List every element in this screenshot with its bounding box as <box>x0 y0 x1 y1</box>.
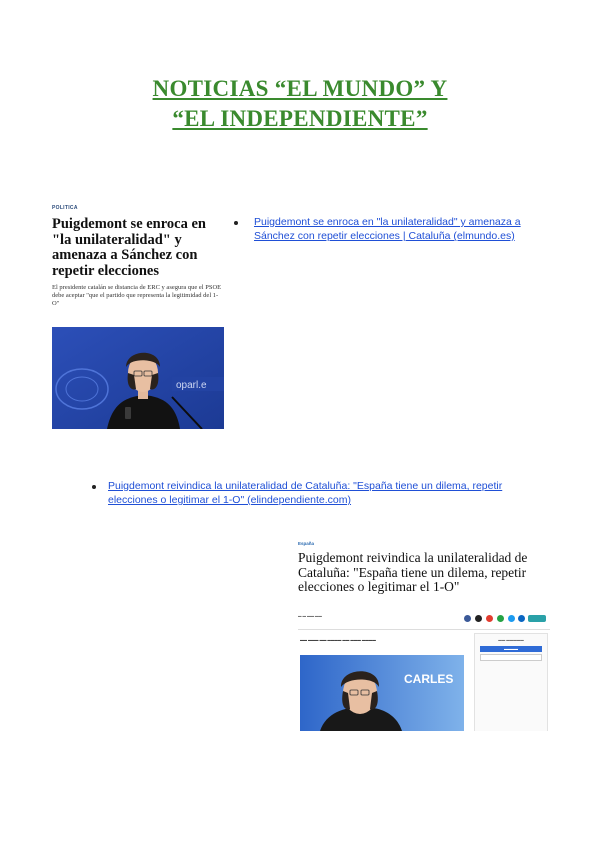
article-byline-blurred: ▬ ▬ ▬▬ ▬▬ <box>298 614 322 618</box>
elmundo-photo <box>52 327 224 429</box>
divider <box>298 629 550 630</box>
bullet-dot-icon <box>92 485 96 489</box>
article-deck-blurred: ▬▬ ▬▬▬ ▬▬ ▬▬▬▬ ▬▬ ▬▬▬ ▬▬▬▬ <box>300 638 376 642</box>
sidebox-input[interactable] <box>480 654 542 661</box>
puigdemont-photo-image <box>52 327 224 429</box>
elmundo-section-label: POLÍTICA <box>52 205 78 211</box>
elindependiente-section-label: España <box>298 541 315 546</box>
elmundo-clipping <box>52 205 224 429</box>
share-button[interactable] <box>528 615 546 622</box>
email-share-icon[interactable] <box>486 615 493 622</box>
whatsapp-share-icon[interactable] <box>497 615 504 622</box>
puigdemont-photo-image <box>300 655 464 731</box>
article-meta-row <box>298 611 550 625</box>
elmundo-subheadline: El presidente catalán se distancia de ERC y asegura que el PSOE debe aceptar "que el partido que representa la legitimidad del 1-O" <box>52 284 222 307</box>
facebook-share-icon[interactable] <box>464 615 471 622</box>
subscription-sidebox <box>474 633 548 731</box>
bullet-item-elindependiente <box>92 479 552 507</box>
elmundo-link[interactable]: Puigdemont se enroca en "la unilateralidad" y amenaza a Sánchez con repetir elecciones | Cataluña (elmundo.es) <box>254 216 521 242</box>
elindependiente-link[interactable]: Puigdemont reivindica la unilateralidad de Cataluña: "España tiene un dilema, repetir elecciones o legitimar el 1-O" (elindependiente.com) <box>108 480 503 506</box>
sidebox-action-button[interactable]: ▬▬▬▬ <box>480 646 542 652</box>
page-title-line-1: NOTICIAS “EL MUNDO” Y <box>152 76 448 101</box>
sidebox-text-blurred: ▬▬ ▬▬▬▬▬ <box>498 638 524 642</box>
photo-banner-text: CARLES <box>404 672 454 686</box>
bullet-dot-icon <box>234 221 238 225</box>
elindependiente-headline: Puigdemont reivindica la unilateralidad de Cataluña: "España tiene un dilema, repetir elecciones o legitimar el 1-O" <box>298 550 528 594</box>
x-share-icon[interactable] <box>475 615 482 622</box>
elmundo-headline: Puigdemont se enroca en "la unilateralidad" y amenaza a Sánchez con repetir elecciones <box>52 216 206 279</box>
svg-text:oparl.e: oparl.e <box>176 380 207 391</box>
elindependiente-photo <box>300 655 464 731</box>
page-title-line-2: “EL INDEPENDIENTE” <box>172 106 428 131</box>
bullet-item-elmundo <box>234 215 534 243</box>
linkedin-share-icon[interactable] <box>518 615 525 622</box>
elindependiente-clipping <box>298 541 550 731</box>
telegram-share-icon[interactable] <box>508 615 515 622</box>
